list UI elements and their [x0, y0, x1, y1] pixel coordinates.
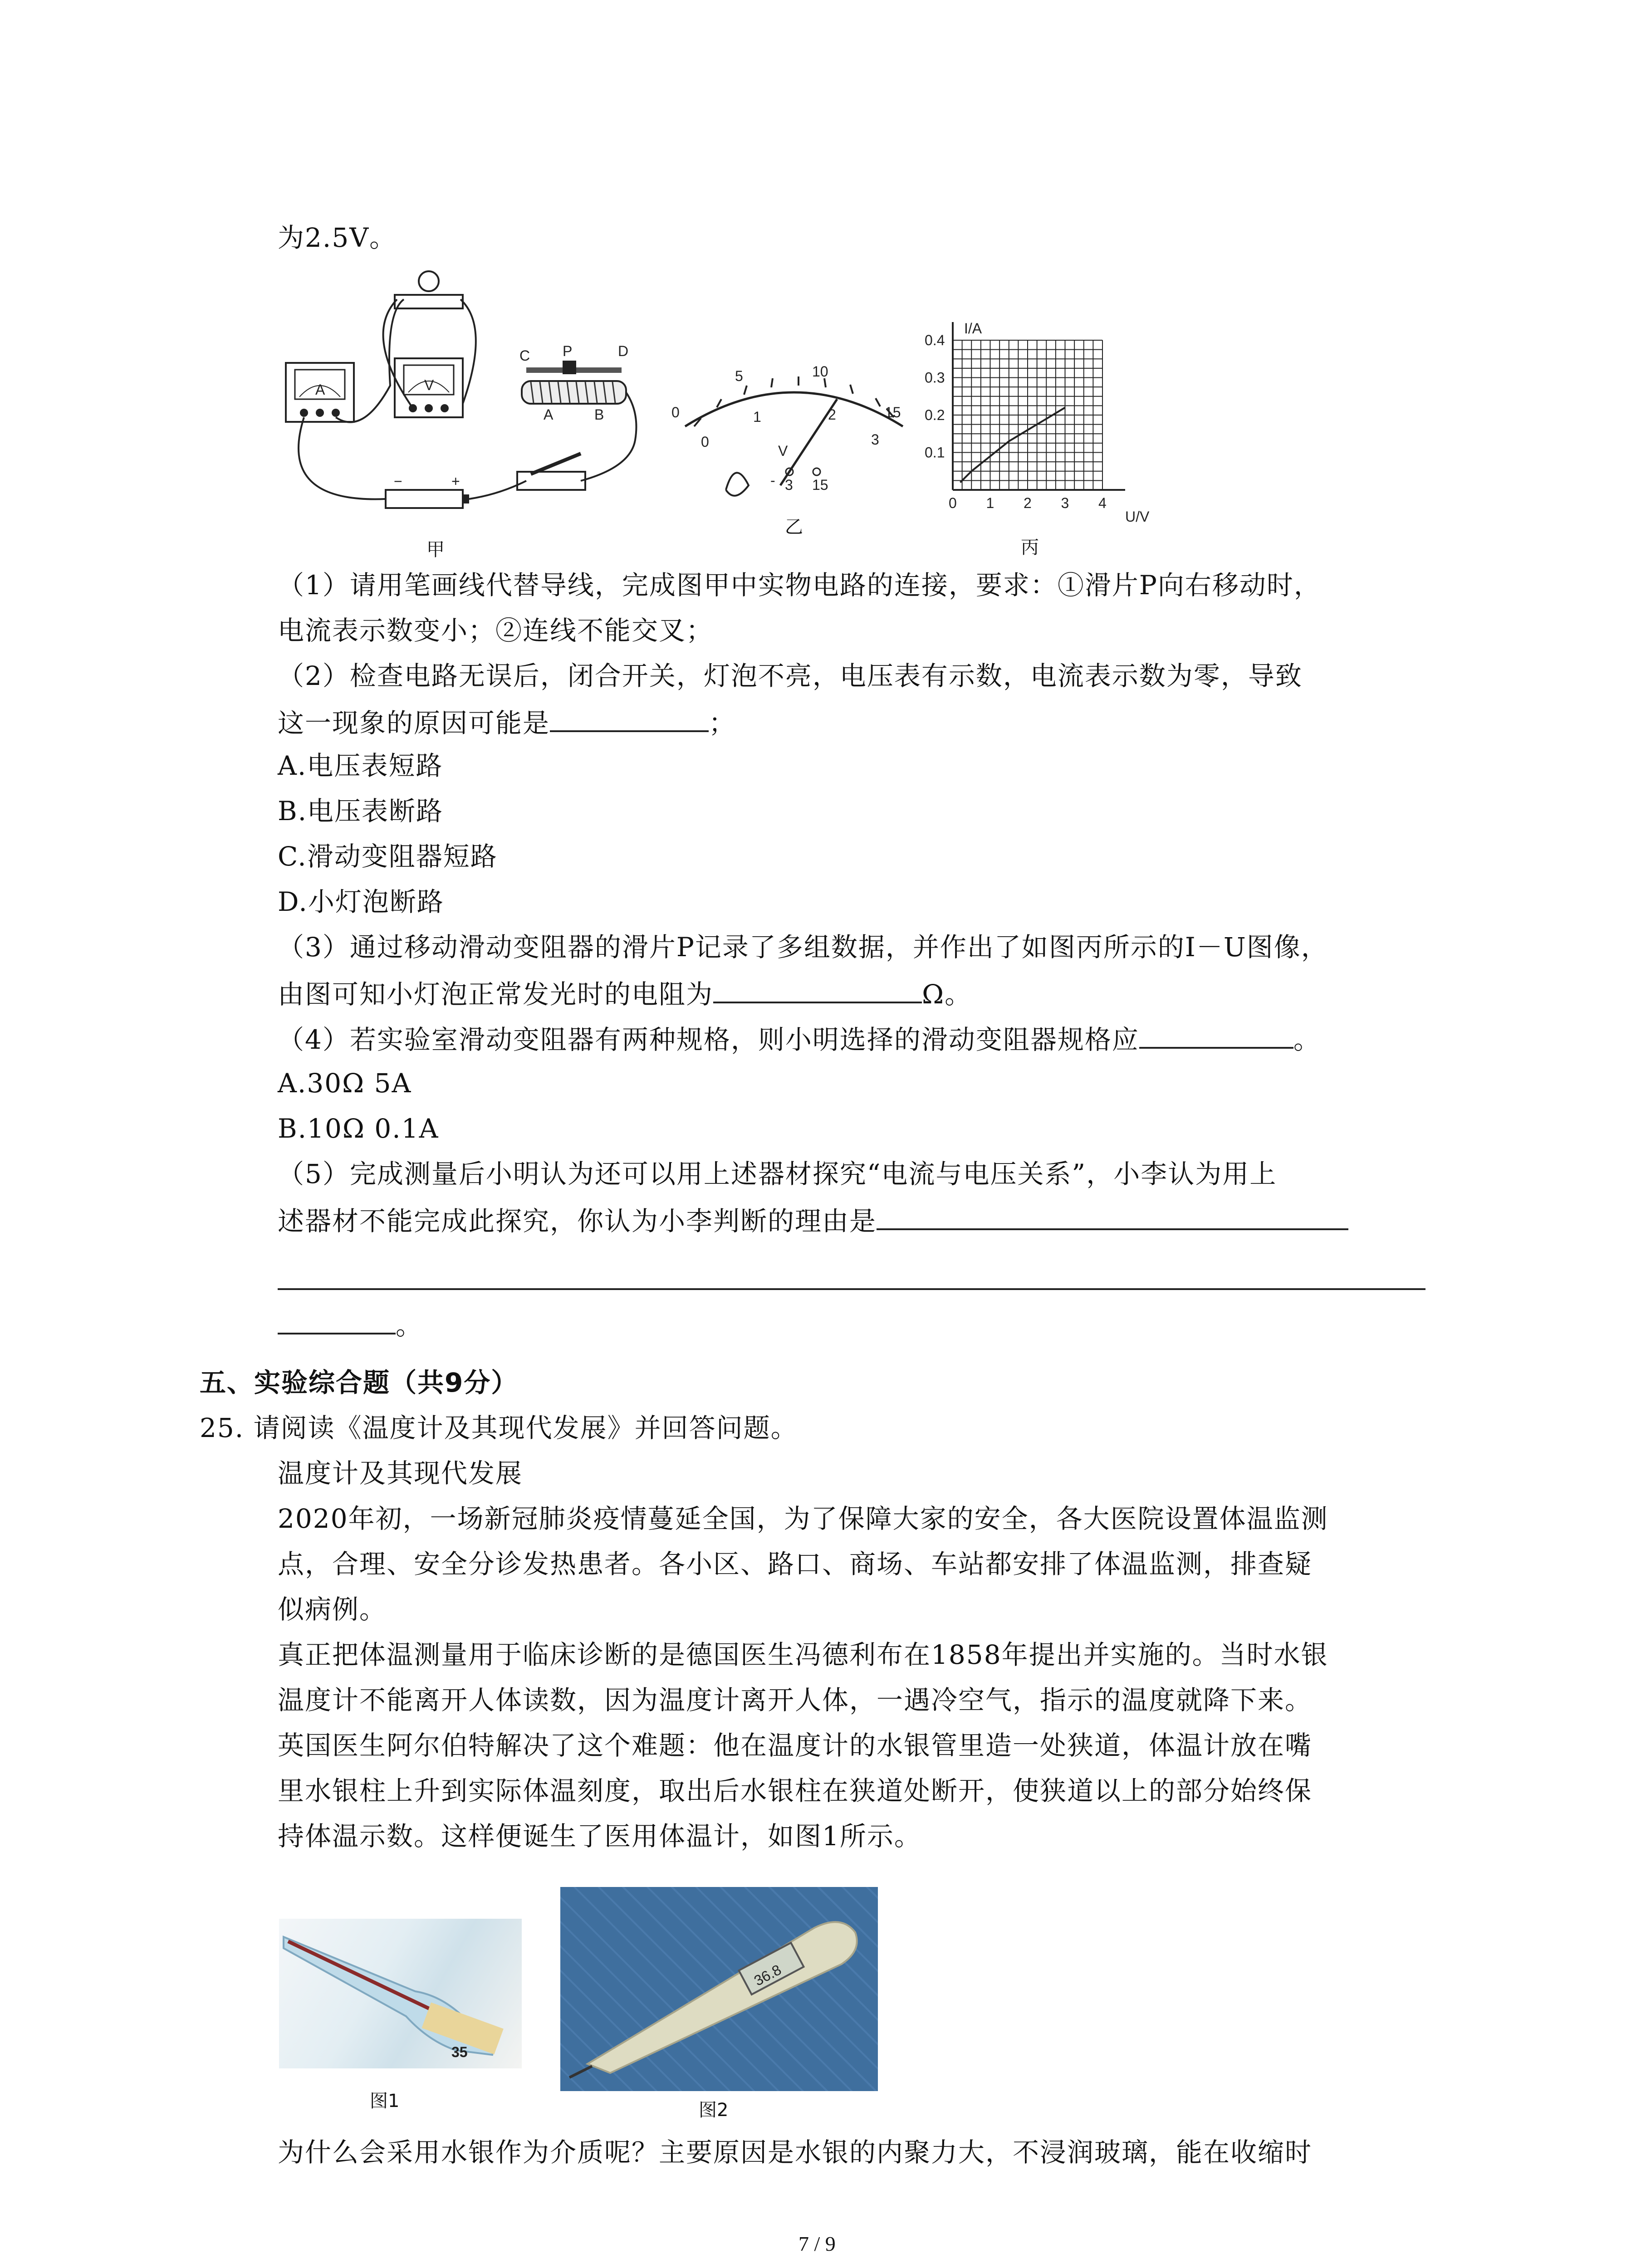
digital-display: 36.8 — [751, 1961, 784, 1989]
figure-2-digital-thermometer — [560, 1887, 878, 2091]
text-segment: 。 — [1293, 1024, 1321, 1055]
dial-unit: V — [778, 443, 788, 459]
text-line: 电流表示数变小；②连线不能交叉； — [278, 615, 714, 646]
text-line: 英国医生阿尔伯特解决了这个难题：他在温度计的水银管里造一处狭道，体温计放在嘴 — [278, 1730, 1313, 1761]
figure-yi-voltmeter-dial — [667, 349, 921, 503]
needle — [780, 399, 837, 485]
rheostat-label-p: P — [563, 343, 573, 359]
text-line: 为什么会采用水银作为介质呢？主要原因是水银的内聚力大，不浸润玻璃，能在收缩时 — [278, 2137, 1313, 2168]
caption-bing: 丙 — [1021, 537, 1039, 558]
terminal-minus: - — [770, 472, 775, 489]
battery — [386, 473, 469, 508]
answer-blank[interactable] — [1139, 1020, 1293, 1049]
switch — [517, 454, 585, 490]
option-d: D.小灯泡断路 — [278, 886, 444, 917]
y-axis-label: I/A — [964, 320, 982, 337]
option-a: A.30Ω 5A — [278, 1068, 412, 1099]
x-tick-label: 2 — [1024, 495, 1032, 511]
voltmeter — [395, 358, 463, 417]
rheostat — [519, 343, 628, 423]
text-line: 点，合理、安全分诊发热患者。各小区、路口、商场、车站都安排了体温监测，排查疑 — [278, 1549, 1313, 1579]
voltmeter-letter: V — [424, 377, 434, 393]
text-segment: Ω。 — [922, 979, 972, 1010]
rheostat-label-d: D — [618, 343, 629, 359]
inner-tick-2: 2 — [828, 406, 836, 423]
text-segment: 述器材不能完成此探究，你认为小李判断的理由是 — [278, 1206, 877, 1237]
figure-bing-iu-chart — [912, 308, 1166, 526]
rheostat-label-a: A — [544, 406, 554, 423]
bulb-board — [395, 295, 463, 308]
x-tick-label: 1 — [986, 495, 994, 511]
option-a: A.电压表短路 — [278, 750, 443, 781]
text-line — [278, 1201, 1348, 1239]
text-line: （2）检查电路无误后，闭合开关，灯泡不亮，电压表有示数，电流表示数为零，导致 — [278, 660, 1303, 691]
text-line: 真正把体温测量用于临床诊断的是德国医生冯德利布在1858年提出并实施的。当时水银 — [278, 1639, 1328, 1670]
battery-plus: + — [451, 473, 460, 489]
text-line: （3）通过移动滑动变阻器的滑片P记录了多组数据，并作出了如图丙所示的I－U图像， — [278, 932, 1328, 963]
ammeter — [286, 363, 354, 422]
y-tick-label: 0.1 — [925, 444, 945, 461]
outer-tick-5: 5 — [735, 368, 743, 384]
terminal-3: 3 — [785, 477, 793, 493]
caption-jia: 甲 — [426, 539, 445, 560]
rheostat-label-b: B — [594, 406, 604, 423]
bulb — [419, 271, 439, 291]
answer-blank[interactable] — [278, 1261, 1425, 1290]
text-segment: 由图可知小灯泡正常发光时的电阻为 — [278, 979, 714, 1010]
outer-tick-10: 10 — [812, 363, 828, 380]
inner-tick-3: 3 — [871, 431, 879, 448]
caption-fig1: 图1 — [370, 2091, 400, 2112]
thermometer-reading: 35 — [451, 2044, 468, 2060]
text-line — [278, 1020, 1321, 1058]
y-tick-label: 0.2 — [925, 407, 945, 423]
y-tick-label: 0.3 — [925, 369, 945, 386]
article-title: 温度计及其现代发展 — [278, 1458, 523, 1489]
answer-blank[interactable] — [713, 974, 922, 1003]
figure-1-mercury-thermometer — [279, 1919, 522, 2068]
text-segment: 。 — [396, 1310, 423, 1341]
text-segment: （4）若实验室滑动变阻器有两种规格，则小明选择的滑动变阻器规格应 — [278, 1024, 1139, 1055]
text-line: 2020年初，一场新冠肺炎疫情蔓延全国，为了保障大家的安全，各大医院设置体温监测 — [278, 1503, 1328, 1534]
inner-tick-1: 1 — [753, 409, 761, 425]
text-line: 持体温示数。这样便诞生了医用体温计，如图1所示。 — [278, 1821, 921, 1852]
text-line — [278, 703, 736, 741]
slider-p — [563, 361, 576, 374]
text-line: 温度计不能离开人体读数，因为温度计离开人体，一遇冷空气，指示的温度就降下来。 — [278, 1685, 1313, 1716]
answer-blank[interactable] — [550, 703, 709, 732]
caption-fig2: 图2 — [699, 2100, 729, 2121]
x-axis-label: U/V — [1125, 508, 1150, 525]
section-heading: 五、实验综合题（共9分） — [200, 1367, 519, 1398]
terminal-15: 15 — [812, 477, 828, 493]
text-line: （1）请用笔画线代替导线，完成图甲中实物电路的连接，要求：①滑片P向右移动时， — [278, 570, 1321, 601]
x-tick-label: 3 — [1061, 495, 1069, 511]
option-b: B.10Ω 0.1A — [278, 1113, 439, 1144]
option-c: C.滑动变阻器短路 — [278, 841, 498, 872]
rheostat-label-c: C — [519, 347, 530, 364]
text-line: （5）完成测量后小明认为还可以用上述器材探究“电流与电压关系”，小李认为用上 — [278, 1158, 1277, 1189]
answer-blank[interactable] — [877, 1201, 1348, 1230]
question-number-line: 25. 请阅读《温度计及其现代发展》并回答问题。 — [200, 1413, 798, 1443]
page-number: 7 / 9 — [798, 2232, 836, 2255]
battery-minus: − — [394, 473, 402, 489]
text-line: 里水银柱上升到实际体温刻度，取出后水银柱在狭道处断开，使狭道以上的部分始终保 — [278, 1775, 1313, 1806]
x-tick-label: 0 — [949, 495, 957, 511]
inner-tick-0: 0 — [701, 434, 709, 450]
text-line — [278, 1305, 423, 1344]
ammeter-letter: A — [315, 381, 325, 398]
text-segment: ； — [709, 708, 736, 738]
caption-yi: 乙 — [785, 517, 803, 538]
answer-blank[interactable] — [278, 1305, 396, 1334]
text-line: 为2.5V。 — [278, 222, 397, 253]
y-tick-label: 0.4 — [925, 332, 945, 348]
outer-tick-0: 0 — [671, 404, 680, 420]
option-b: B.电压表断路 — [278, 796, 444, 826]
outer-tick-15: 15 — [885, 404, 901, 420]
figure-jia-circuit — [272, 268, 726, 540]
text-line: 似病例。 — [278, 1594, 387, 1625]
text-line — [278, 974, 972, 1012]
text-segment: 这一现象的原因可能是 — [278, 708, 550, 738]
x-tick-label: 4 — [1098, 495, 1107, 511]
